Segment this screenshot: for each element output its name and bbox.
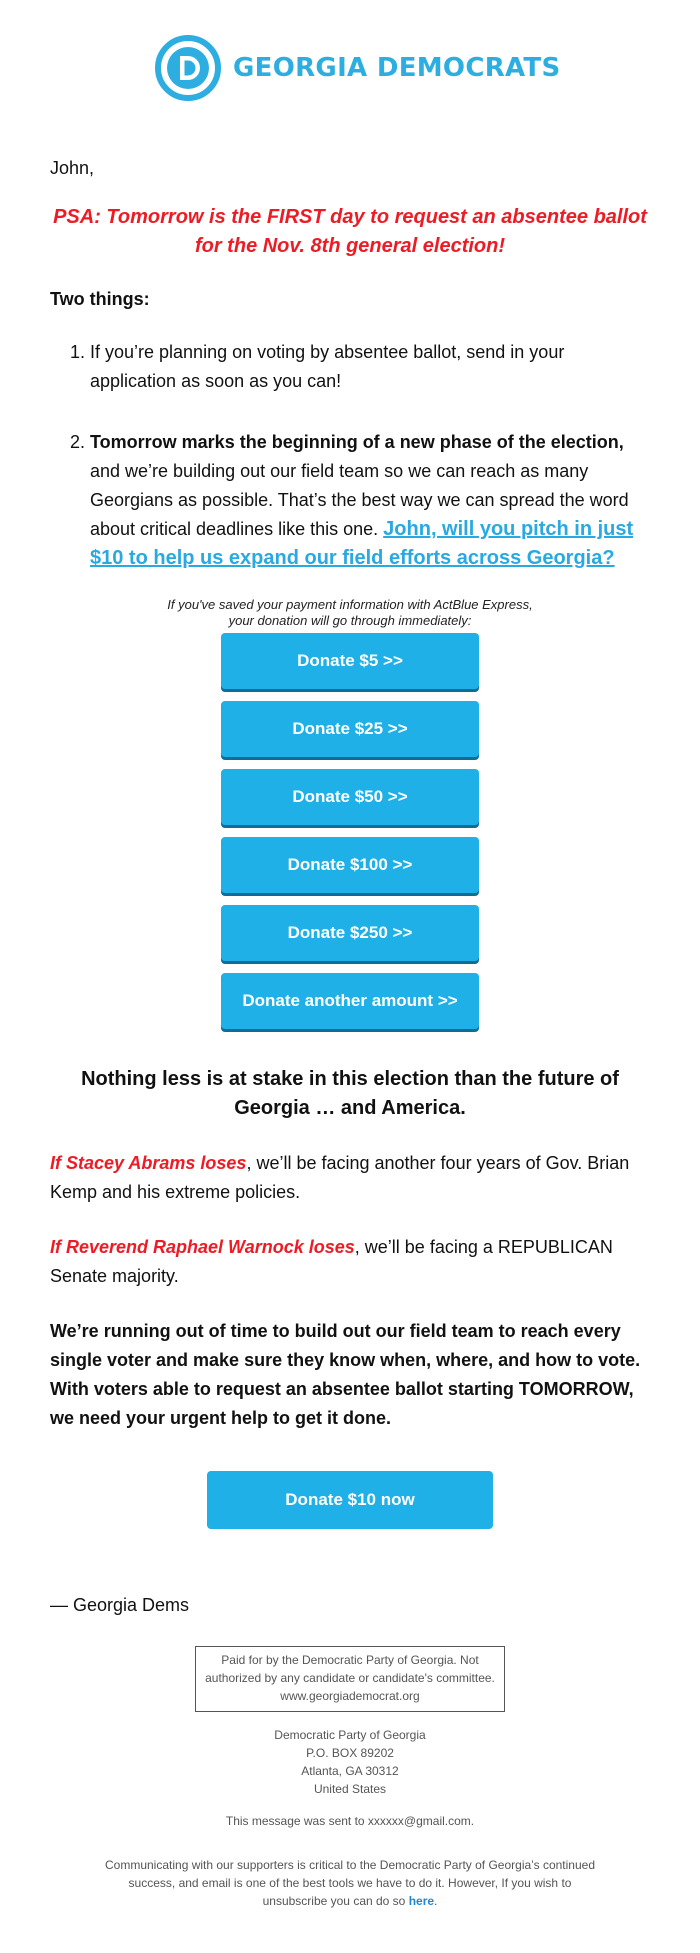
paid-for-website: www.georgiademocrat.org (280, 1689, 420, 1703)
list-item-bold-lead: Tomorrow marks the beginning of a new phase of the election, (90, 432, 624, 452)
warnock-red-lead: If Reverend Raphael Warnock loses (50, 1237, 355, 1257)
paid-for-box (195, 1646, 505, 1712)
brand-logo[interactable] (155, 34, 561, 102)
abrams-paragraph (50, 1149, 650, 1207)
paid-for-line: Paid for by the Democratic Party of Georgia. Not (221, 1653, 479, 1667)
list-item (90, 428, 650, 573)
unsubscribe-end: . (434, 1894, 438, 1908)
greeting: John, (50, 158, 95, 178)
brand-name: GEORGIA DEMOCRATS (233, 53, 561, 83)
email-body (50, 140, 650, 1620)
address-line: P.O. BOX 89202 (306, 1746, 394, 1760)
donate-25-button[interactable]: Donate $25 >> (221, 701, 479, 757)
list-item (90, 338, 650, 396)
donate-100-button[interactable]: Donate $100 >> (221, 837, 479, 893)
sent-to-suffix: . (470, 1814, 475, 1828)
warnock-text: , we’ll be facing a REPUBLICAN Senate majority. (50, 1237, 613, 1286)
urgent-paragraph: We’re running out of time to build out our field team to reach every single voter and make sure they know when, where, and how to vote. With voters able to request an absentee ballot starting TOMORROW, we need your urgent help to get it done. (50, 1321, 641, 1428)
donate-5-button[interactable]: Donate $5 >> (221, 633, 479, 689)
unsubscribe-text: Communicating with our supporters is critical to the Democratic Party of Georgia’s continued success, and email is one of the best tools we have to do it. However, If you wish to unsubscribe you can do so (105, 1858, 595, 1908)
sent-to-prefix: This message was sent to (225, 1814, 368, 1828)
actblue-note (50, 597, 650, 629)
psa-headline: PSA: Tomorrow is the FIRST day to request an absentee ballot for the Nov. 8th general election! (53, 206, 647, 257)
address-line: Atlanta, GA 30312 (301, 1764, 399, 1778)
actblue-note-line2: your donation will go through immediately: (228, 613, 472, 628)
unsubscribe-link[interactable]: here (408, 1894, 435, 1908)
abrams-red-lead: If Stacey Abrams loses (50, 1153, 247, 1173)
sent-to-notice (0, 1812, 700, 1830)
list-item-text: If you’re planning on voting by absentee ballot, send in your application as soon as you can! (90, 342, 565, 391)
donate-other-amount-button[interactable]: Donate another amount >> (221, 973, 479, 1029)
action-list (50, 338, 650, 573)
actblue-note-line1: If you've saved your payment information with ActBlue Express, (167, 597, 533, 612)
unsubscribe-notice (100, 1856, 600, 1910)
sent-to-email: xxxxxx@gmail.com (367, 1814, 471, 1828)
warnock-paragraph (50, 1233, 650, 1291)
democrats-d-logo-icon (155, 35, 221, 101)
donate-50-button[interactable]: Donate $50 >> (221, 769, 479, 825)
paid-for-line: authorized by any candidate or candidate's committee. (205, 1671, 495, 1685)
mailing-address (0, 1726, 700, 1798)
donate-10-now-button[interactable]: Donate $10 now (207, 1471, 493, 1529)
donate-250-button[interactable]: Donate $250 >> (221, 905, 479, 961)
donate-buttons (50, 633, 650, 1041)
pitch-in-link[interactable]: John, will you pitch in just $10 to help us expand our field efforts across Georgia? (90, 518, 634, 569)
address-line: United States (313, 1782, 387, 1796)
address-line: Democratic Party of Georgia (274, 1728, 426, 1742)
stake-heading: Nothing less is at stake in this election than the future of Georgia … and America. (81, 1068, 619, 1119)
email-footer (0, 1646, 700, 1910)
list-item-text: and we’re building out our field team so we can reach as many Georgians as possible. That’s the best way we can spread the word about critical deadlines like this one. (90, 461, 629, 539)
signoff: — Georgia Dems (50, 1595, 190, 1615)
two-things-heading: Two things: (50, 289, 150, 309)
abrams-text: , we’ll be facing another four years of Gov. Brian Kemp and his extreme policies. (50, 1153, 630, 1202)
